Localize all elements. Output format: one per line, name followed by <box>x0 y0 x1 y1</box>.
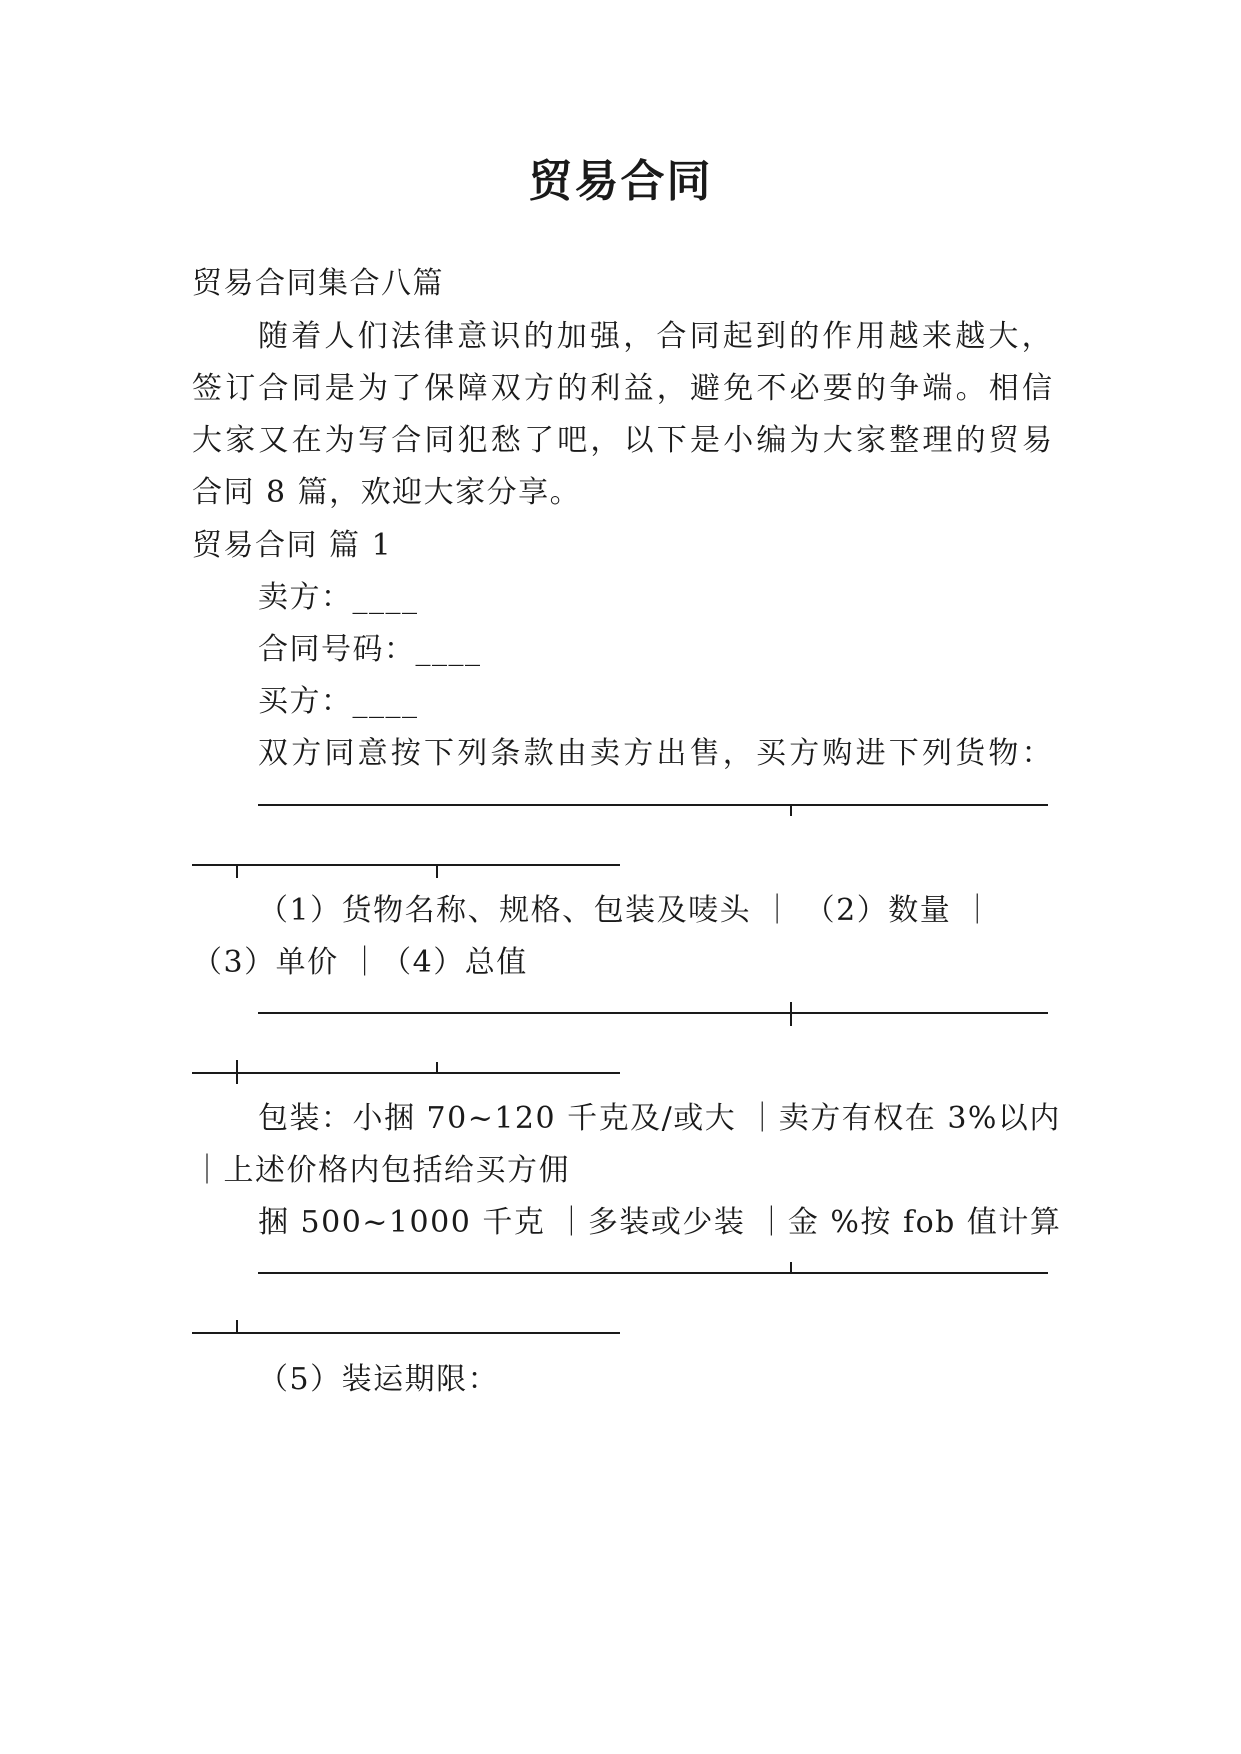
intro-line: 随着人们法律意识的加强，合同起到的作用越来越大， <box>258 319 1055 354</box>
table-rule-tick <box>236 1320 238 1332</box>
section-heading: 贸易合同 篇 1 <box>192 528 393 563</box>
packing-line: 包装：小捆 70~120 千克及/或大 ｜卖方有权在 3%以内 <box>258 1101 1061 1136</box>
buyer-field: 买方：____ <box>258 684 419 719</box>
table-rule <box>192 864 620 866</box>
contract-number-field: 合同号码：____ <box>258 632 482 667</box>
shipment-heading: （5）装运期限： <box>258 1362 500 1397</box>
table-rule <box>258 804 1048 806</box>
table-rule-tick <box>436 1062 438 1074</box>
table-rule <box>192 1072 620 1074</box>
seller-field: 卖方：____ <box>258 580 419 615</box>
document-title: 贸易合同 <box>528 156 713 207</box>
table-header-line: （3）单价 ｜（4）总值 <box>192 945 528 980</box>
packing-line: 捆 500~1000 千克 ｜多装或少装 ｜金 %按 fob 值计算 <box>258 1205 1062 1240</box>
agreement-text: 双方同意按下列条款由卖方出售，买方购进下列货物： <box>258 736 1055 771</box>
table-rule-tick <box>236 1060 238 1084</box>
table-rule <box>192 1332 620 1334</box>
document-subtitle: 贸易合同集合八篇 <box>192 266 444 301</box>
table-header-line: （1）货物名称、规格、包装及唛头 ｜ （2）数量 ｜ <box>258 893 994 928</box>
intro-line: 大家又在为写合同犯愁了吧，以下是小编为大家整理的贸易 <box>192 423 1056 458</box>
table-rule <box>258 1272 1048 1274</box>
table-rule-tick <box>790 804 792 816</box>
table-rule-tick <box>790 1262 792 1274</box>
table-rule-tick <box>436 864 438 878</box>
packing-line: ｜上述价格内包括给买方佣 <box>192 1153 570 1188</box>
table-rule-tick <box>236 864 238 878</box>
intro-line: 签订合同是为了保障双方的利益，避免不必要的争端。相信 <box>192 371 1056 406</box>
table-rule <box>258 1012 1048 1014</box>
table-rule-tick <box>790 1002 792 1026</box>
intro-line: 合同 8 篇，欢迎大家分享。 <box>192 475 582 510</box>
